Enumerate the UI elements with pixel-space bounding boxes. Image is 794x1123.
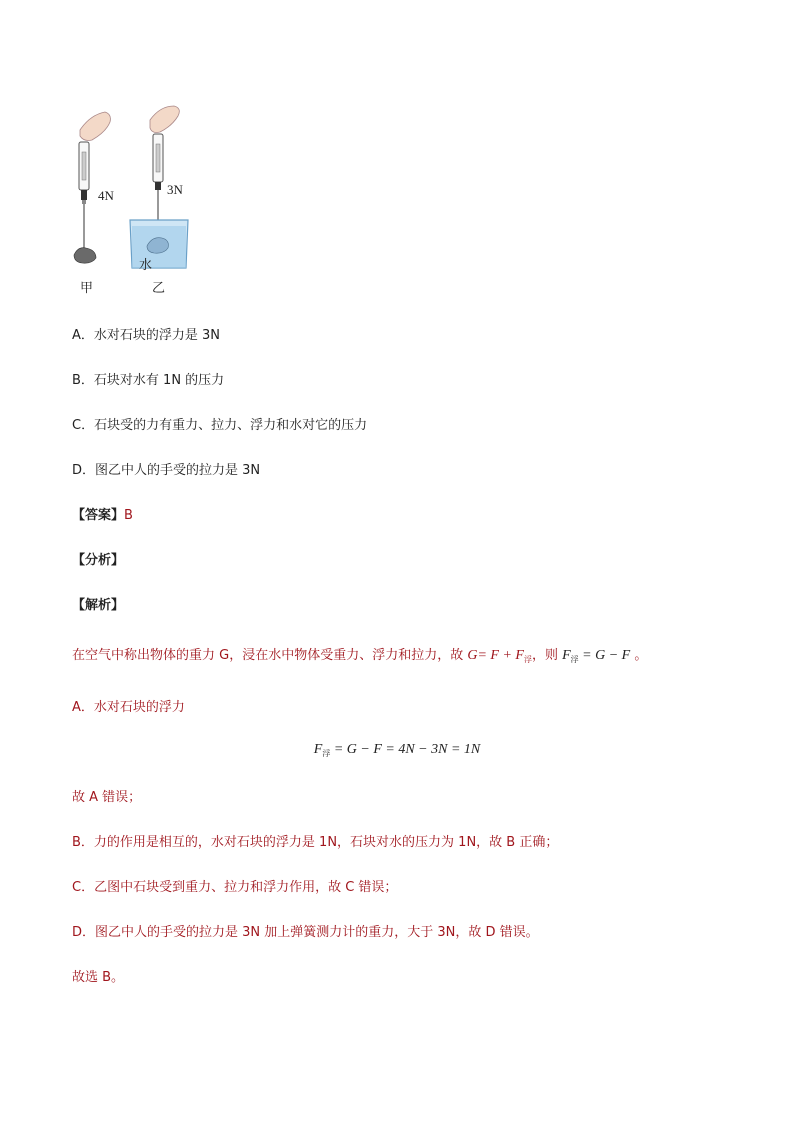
solution-intro bbox=[72, 647, 647, 669]
reading-yi: 3N bbox=[167, 182, 183, 197]
intro-text: 在空气中称出物体的重力 G，浸在水中物体受重力、浮力和拉力，故 bbox=[72, 648, 468, 663]
option-c: C．石块受的力有重力、拉力、浮力和水对它的压力 bbox=[72, 418, 368, 433]
intro-mid: ，则 bbox=[531, 648, 563, 663]
reading-jia: 4N bbox=[98, 188, 114, 203]
intro-eq2-f: F bbox=[562, 648, 571, 663]
answer-label: 【答案】 bbox=[72, 508, 125, 523]
solution-a-conclusion: 故 A 错误； bbox=[72, 790, 142, 805]
solution-label: 【解析】 bbox=[72, 598, 125, 613]
solution-final: 故选 B。 bbox=[72, 970, 125, 985]
solution-d-line: D．图乙中人的手受的拉力是 3N 加上弹簧测力计的重力，大于 3N，故 D 错误。 bbox=[72, 925, 539, 940]
intro-eq1-sub: 浮 bbox=[523, 655, 532, 664]
intro-end: 。 bbox=[630, 648, 648, 663]
eq-sub: 浮 bbox=[322, 749, 331, 758]
option-d: D．图乙中人的手受的拉力是 3N bbox=[72, 463, 261, 478]
spring-scale-illustration bbox=[70, 100, 200, 300]
solution-b-line: B．力的作用是相互的，水对石块的浮力是 1N，石块对水的压力为 1N，故 B 正确； bbox=[72, 835, 559, 850]
intro-eq1-rest: = F + F bbox=[477, 648, 524, 663]
spring-scale-figure bbox=[70, 100, 200, 300]
intro-eq1-g: G bbox=[467, 648, 478, 663]
option-b: B．石块对水有 1N 的压力 bbox=[72, 373, 225, 388]
caption-yi: 乙 bbox=[152, 281, 166, 296]
caption-jia: 甲 bbox=[80, 281, 94, 296]
eq-rest: = G − F = 4N − 3N = 1N bbox=[330, 742, 481, 757]
option-a: A．水对石块的浮力是 3N bbox=[72, 328, 221, 343]
intro-eq2-rest: = G − F bbox=[578, 648, 631, 663]
eq-f: F bbox=[313, 742, 323, 757]
stone-left-icon bbox=[74, 248, 96, 264]
intro-eq2-sub: 浮 bbox=[570, 655, 579, 664]
solution-c-line: C．乙图中石块受到重力、拉力和浮力作用，故 C 错误； bbox=[72, 880, 398, 895]
water-label: 水 bbox=[139, 258, 153, 273]
hand-right-icon bbox=[150, 106, 179, 133]
answer-value: B bbox=[124, 508, 133, 523]
hand-left-icon bbox=[80, 112, 110, 141]
solution-a-line: A．水对石块的浮力 bbox=[72, 700, 185, 715]
analysis-label: 【分析】 bbox=[72, 553, 125, 568]
answer-line bbox=[72, 507, 133, 525]
buoyancy-equation bbox=[0, 741, 794, 759]
